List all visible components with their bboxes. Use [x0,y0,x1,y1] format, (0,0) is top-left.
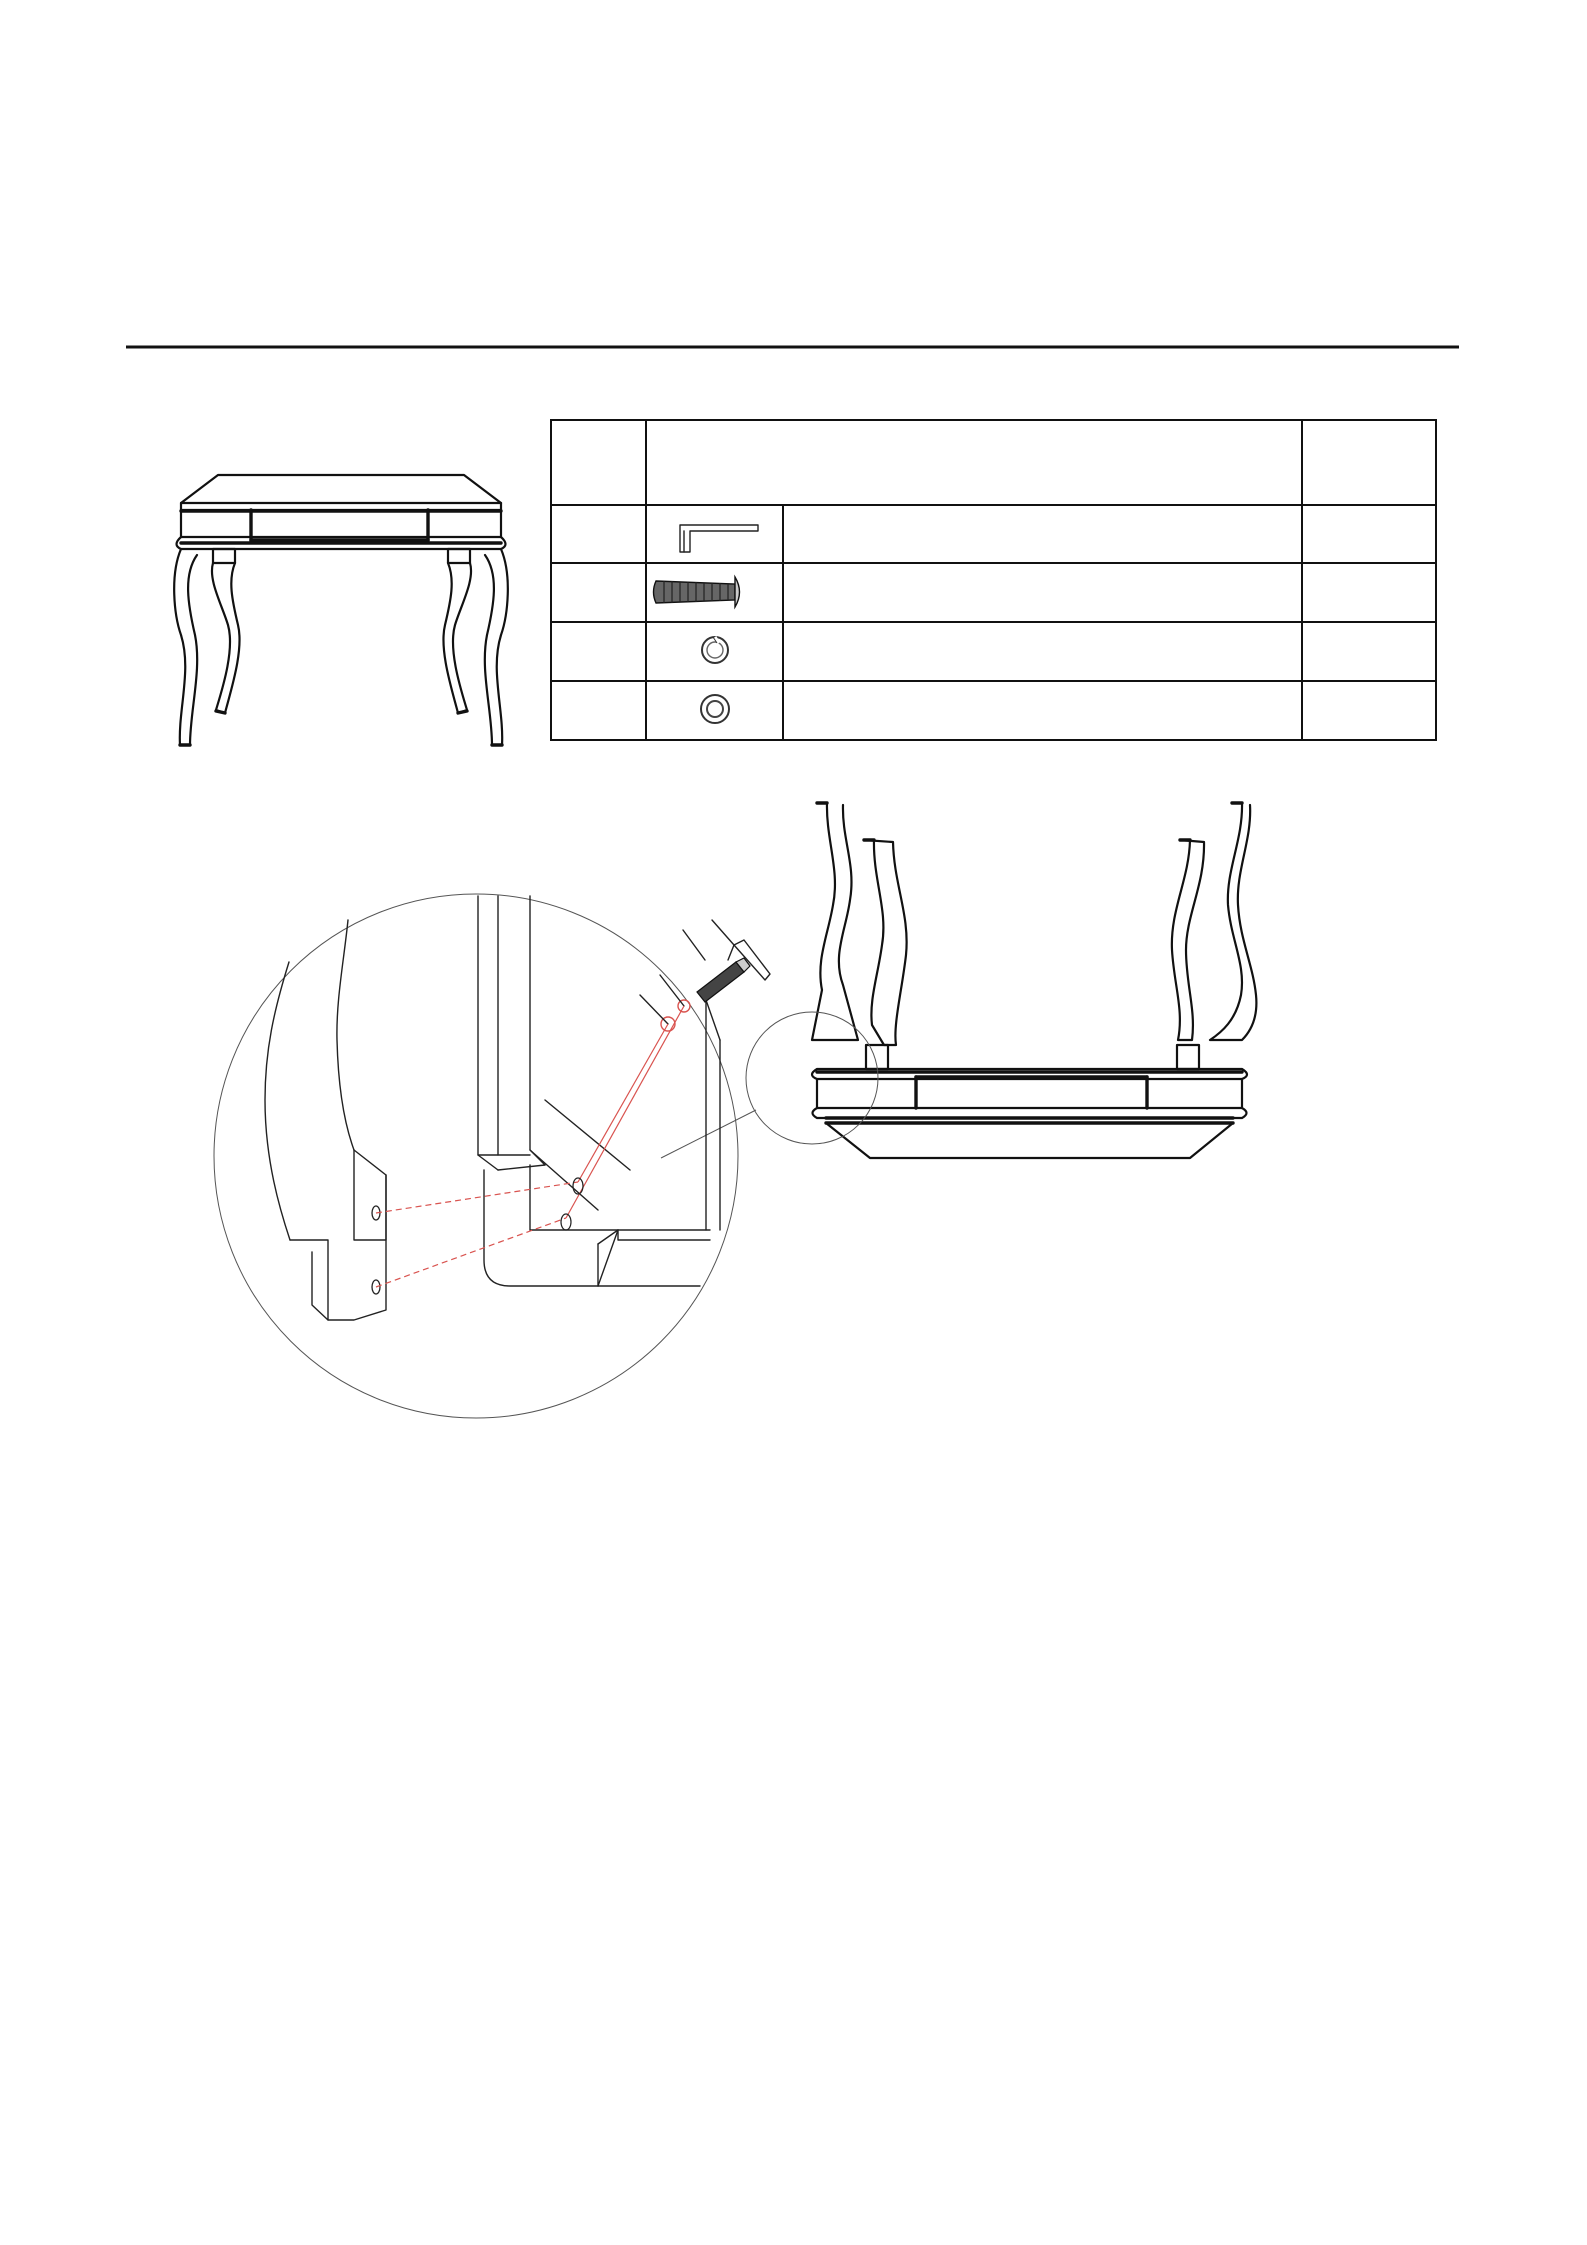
inverted-table-drawing [661,803,1256,1158]
spring-washer-icon [702,637,728,663]
parts-table [551,420,1436,740]
flat-washer-icon [701,695,729,723]
bolt-icon [654,577,740,607]
detail-callout-drawing [214,894,770,1418]
table-row [701,695,729,723]
bolt-icon [697,958,750,1002]
allen-key-icon [680,525,758,552]
assembled-table-drawing [174,475,508,745]
table-row [702,637,728,663]
table-row [654,577,740,607]
table-row [680,525,758,552]
